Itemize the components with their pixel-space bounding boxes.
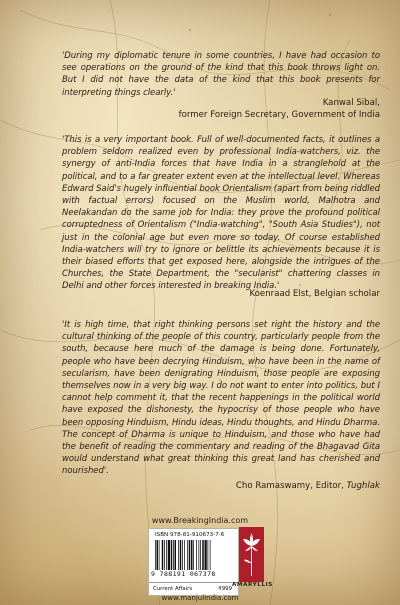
barcode-bar xyxy=(187,540,188,570)
barcode-bar xyxy=(199,540,200,570)
barcode-bar xyxy=(155,540,156,570)
publisher-logo xyxy=(239,527,264,582)
barcode-bar xyxy=(180,540,182,570)
quote-block-3 xyxy=(62,319,380,478)
barcode-bar xyxy=(200,540,201,570)
attribution-author: Kanwal Sibal, xyxy=(322,98,380,108)
book-price: ₹999 xyxy=(218,586,232,592)
book-category: Current Affairs xyxy=(153,586,193,592)
barcode-panel xyxy=(148,528,239,596)
barcode-bar xyxy=(178,540,179,570)
barcode-digits: 9 788191 067378 xyxy=(151,570,216,578)
publisher-name: AMARYLLIS xyxy=(232,582,273,588)
barcode-bar xyxy=(173,540,174,570)
quote-block-2 xyxy=(62,134,380,293)
barcode-bar xyxy=(164,540,165,570)
quote-attribution-1 xyxy=(62,97,380,121)
barcode-bar xyxy=(168,540,170,570)
quote-attribution-3 xyxy=(62,480,380,492)
barcode-bar xyxy=(182,540,183,570)
quote-block-1 xyxy=(62,50,380,99)
quote-text: 'This is a very important book. Full of well-documented facts, it outlines a problem seldom realized even by professional India-watchers, viz. the synergy of anti-India forces that have India in a stranglehold at the political, and to a far greater extent even at the intellectual level. Whereas Edward Said's hugely influential book Orientalism (apart from being riddled with factual errors) focused on the Muslim world, Malhotra and Neelakandan do the same job for India: they prove the profound political corruptedness of Orientalism ("India-watching", "South Asia Studies"), not just in the colonial age but even more so today. Of course established India-watchers will try to ignore or belittle its achievements because it is their biased efforts that get exposed here, alongside the intrigues of the Churches, the State Department, the "secularist" chattering classes in Delhi and other forces interested in breaking India.' xyxy=(62,135,380,292)
quote-attribution-2 xyxy=(62,288,380,300)
barcode-bar xyxy=(166,540,167,570)
barcode-bar xyxy=(196,540,197,570)
publisher-website: www.manjulindia.com xyxy=(161,594,239,602)
barcode xyxy=(155,540,232,570)
barcode-bar xyxy=(157,540,159,570)
barcode-bar xyxy=(205,540,207,570)
barcode-bar xyxy=(159,540,160,570)
attribution-author: Koenraad Elst, Belgian scholar xyxy=(249,289,380,299)
isbn-label: ISBN 978-81-910673-7-6 xyxy=(155,532,225,538)
barcode-bar xyxy=(191,540,193,570)
barcode-bar xyxy=(175,540,177,570)
attribution-name: Cho Ramaswamy, Editor, xyxy=(235,481,347,491)
attribution-publication: Tughlak xyxy=(346,481,380,491)
quote-text: 'During my diplomatic tenure in some countries, I have had occasion to see operations on the ground of the kind that this book throws light on. But I did not have the data of the kind that this book presents for interpreting things clearly.' xyxy=(62,51,380,98)
attribution-author xyxy=(62,480,380,492)
barcode-bar xyxy=(184,540,185,570)
barcode-bar xyxy=(162,540,164,570)
barcode-bar xyxy=(189,540,191,570)
barcode-bar xyxy=(193,540,194,570)
barcode-bar xyxy=(171,540,173,570)
barcode-bar xyxy=(208,540,209,570)
quote-text: 'It is high time, that right thinking persons set right the history and the cultural thinking of the people of this country, particularly people from the south, because here much of the damage is being done. Fortunately, people who have been decrying Hinduism, who have been in the name of secularism, have been denigrating Hinduism, those people are exposing themselves now in a very big way. I do not want to enter into politics, but I cannot help comment it, that the recent happenings in the political world have exposed the dishonesty, the hypocrisy of those people who have been opposing Hinduism, Hindu ideas, Hindu thoughts, and Hindu Dharma. The concept of Dharma is unique to Hinduism, and those who have had the benefit of reading the commentary and reading of the Bhagavad Gita would understand what great thinking this great land has cherished and nourished'. xyxy=(62,320,380,477)
book-website: www.BreakingIndia.com xyxy=(151,516,249,525)
barcode-bar xyxy=(202,540,204,570)
attribution-role: former Foreign Secretary, Government of India xyxy=(178,110,380,120)
amaryllis-flower-icon xyxy=(239,527,264,582)
barcode-bar xyxy=(210,540,211,570)
